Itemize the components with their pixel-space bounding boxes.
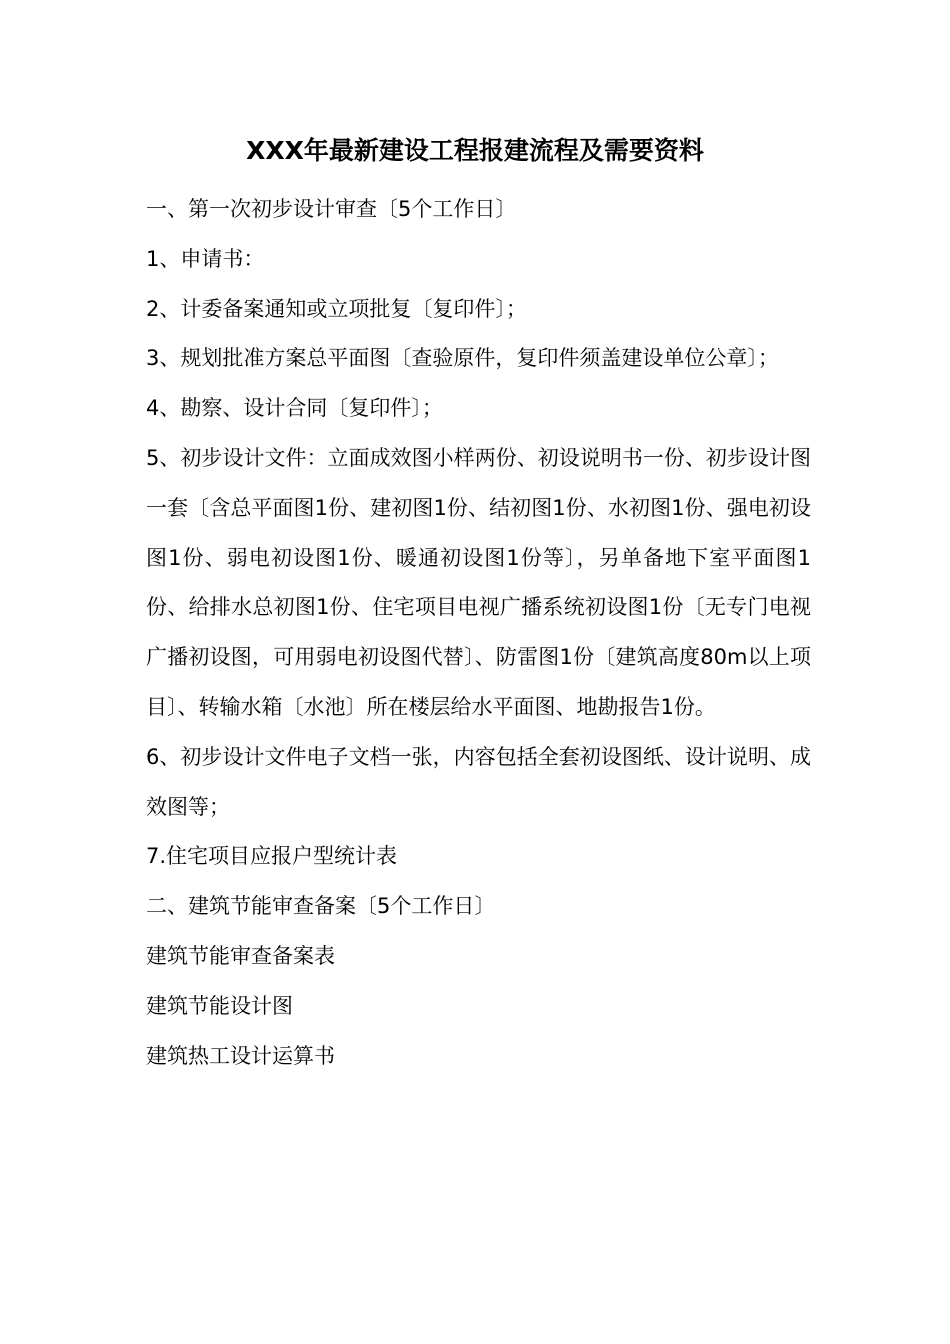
list-item: 建筑热工设计运算书 — [146, 1043, 335, 1068]
list-item: 5、初步设计文件：立面成效图小样两份、初设说明书一份、初步设计图一套〔含总平面图1份、建初图1份、结初图1份、水初图1份、强电初设图1份、弱电初设图1份、暖通初设图1份等〕，另单备地下室平面图1份、给排水总初图1份、住宅项目电视广播系统初设图1份〔无专门电视广播初设图，可用弱电初设图代替〕、防雷图1份〔建筑高度80m以上项目〕、转输水箱〔水池〕所在楼层给水平面图、地勘报告1份。 — [146, 445, 811, 719]
document-body — [146, 185, 811, 1081]
list-item: 4、勘察、设计合同〔复印件〕； — [146, 396, 443, 421]
section-heading-2: 二、建筑节能审查备案〔5个工作日〕 — [146, 894, 496, 919]
document-title: XXX年最新建设工程报建流程及需要资料 — [246, 136, 704, 165]
list-item: 7.住宅项目应报户型统计表 — [146, 844, 398, 869]
list-item: 建筑节能审查备案表 — [146, 943, 335, 968]
section-heading-1: 一、第一次初步设计审查〔5个工作日〕 — [146, 197, 517, 221]
list-item: 1、申请书： — [146, 246, 265, 271]
list-item: 建筑节能设计图 — [146, 993, 293, 1018]
list-item: 6、初步设计文件电子文档一张，内容包括全套初设图纸、设计说明、成效图等； — [146, 744, 811, 819]
list-item: 2、计委备案通知或立项批复〔复印件〕； — [146, 296, 527, 321]
list-item: 3、规划批准方案总平面图〔查验原件，复印件须盖建设单位公章〕； — [146, 346, 779, 371]
